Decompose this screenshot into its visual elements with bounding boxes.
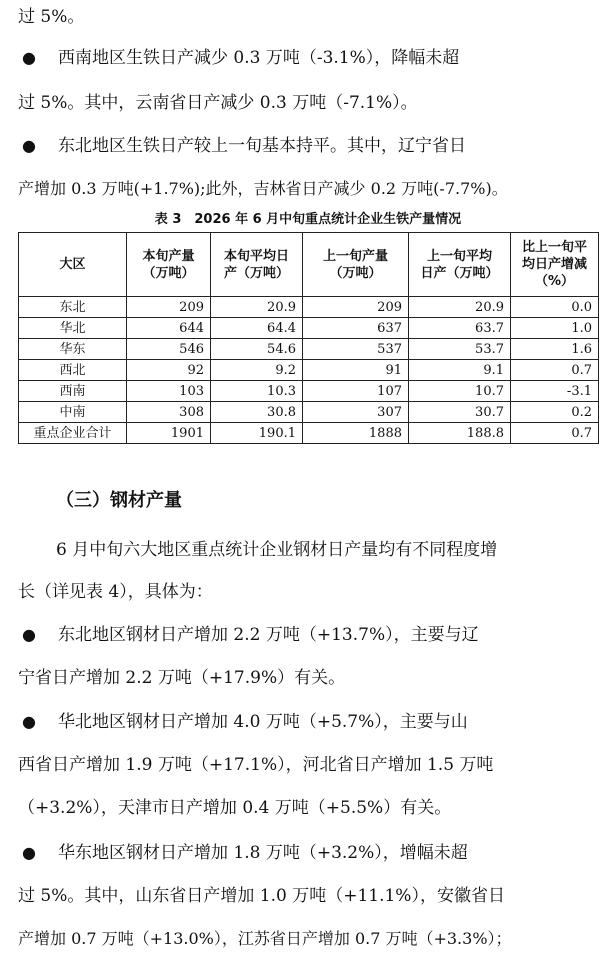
paragraph-line: 长（详见表 4），具体为： (18, 582, 213, 602)
cell-previous-output: 537 (303, 339, 409, 360)
cell-region: 西北 (19, 360, 127, 381)
header-region: 大区 (19, 233, 127, 297)
cell-change-percent: 0.2 (511, 402, 599, 423)
cell-current-daily-avg: 30.8 (211, 402, 303, 423)
paragraph-line: 6 月中旬六大地区重点统计企业钢材日产量均有不同程度增 (56, 540, 498, 560)
cell-region: 东北 (19, 297, 127, 318)
paragraph-line: 产增加 0.7 万吨（+13.0%），江苏省日产增加 0.7 万吨（+3.3%）； (18, 929, 512, 948)
cell-previous-output: 307 (303, 402, 409, 423)
cell-region: 华东 (19, 339, 127, 360)
cell-previous-output: 209 (303, 297, 409, 318)
header-current-output: 本旬产量 （万吨） (127, 233, 211, 297)
table-row (19, 318, 599, 339)
cell-current-daily-avg: 54.6 (211, 339, 303, 360)
table-caption: 表 3 2026 年 6 月中旬重点统计企业生铁产量情况 (154, 212, 462, 227)
cell-region: 西南 (19, 381, 127, 402)
header-change-percent: 比上一旬平 均日产增减 （%） (511, 233, 599, 297)
cell-region: 华北 (19, 318, 127, 339)
cell-change-percent: 0.7 (511, 423, 599, 444)
paragraph-line: 产增加 0.3 万吨(+1.7%);此外，吉林省日产减少 0.2 万吨(-7.7%)。 (18, 179, 508, 198)
table-row-total (19, 423, 599, 444)
cell-current-output: 308 (127, 402, 211, 423)
section-heading: （三）钢材产量 (56, 490, 182, 511)
paragraph-line: 东北地区生铁日产较上一旬基本持平。其中，辽宁省日 (58, 136, 466, 156)
paragraph-line: 过 5%。其中，云南省日产减少 0.3 万吨（-7.1%）。 (18, 93, 418, 113)
bullet-icon: ● (22, 48, 36, 67)
cell-previous-daily-avg: 30.7 (409, 402, 511, 423)
cell-previous-daily-avg: 20.9 (409, 297, 511, 318)
table-row (19, 360, 599, 381)
cell-current-output: 644 (127, 318, 211, 339)
table-row (19, 381, 599, 402)
cell-current-output: 546 (127, 339, 211, 360)
cell-current-daily-avg: 9.2 (211, 360, 303, 381)
paragraph-line: 过 5%。其中，山东省日产增加 1.0 万吨（+11.1%），安徽省日 (18, 886, 505, 906)
paragraph-line: 宁省日产增加 2.2 万吨（+17.9%）有关。 (18, 668, 346, 688)
cell-previous-daily-avg: 53.7 (409, 339, 511, 360)
cell-change-percent: 0.0 (511, 297, 599, 318)
cell-current-output: 209 (127, 297, 211, 318)
cell-previous-output: 91 (303, 360, 409, 381)
bullet-icon: ● (22, 843, 36, 862)
cell-current-output: 1901 (127, 423, 211, 444)
cell-previous-daily-avg: 63.7 (409, 318, 511, 339)
paragraph-line: 西省日产增加 1.9 万吨（+17.1%），河北省日产增加 1.5 万吨 (18, 755, 494, 775)
cell-current-daily-avg: 10.3 (211, 381, 303, 402)
cell-current-daily-avg: 190.1 (211, 423, 303, 444)
cell-previous-daily-avg: 9.1 (409, 360, 511, 381)
cell-current-output: 92 (127, 360, 211, 381)
cell-current-daily-avg: 64.4 (211, 318, 303, 339)
cell-previous-output: 637 (303, 318, 409, 339)
bullet-icon: ● (22, 625, 36, 644)
cell-previous-daily-avg: 10.7 (409, 381, 511, 402)
table-row (19, 297, 599, 318)
paragraph-line: 华东地区钢材日产增加 1.8 万吨（+3.2%），增幅未超 (58, 843, 468, 863)
paragraph-line: 华北地区钢材日产增加 4.0 万吨（+5.7%），主要与山 (58, 712, 468, 732)
cell-change-percent: 0.7 (511, 360, 599, 381)
bullet-icon: ● (22, 136, 36, 155)
header-previous-daily-avg: 上一旬平均 日产（万吨） (409, 233, 511, 297)
cell-current-daily-avg: 20.9 (211, 297, 303, 318)
cell-previous-daily-avg: 188.8 (409, 423, 511, 444)
table-header-row (19, 233, 599, 297)
cell-change-percent: 1.6 (511, 339, 599, 360)
cell-region: 重点企业合计 (19, 423, 127, 444)
table-row (19, 339, 599, 360)
paragraph-line: 西南地区生铁日产减少 0.3 万吨（-3.1%），降幅未超 (58, 48, 460, 68)
cell-previous-output: 1888 (303, 423, 409, 444)
cell-previous-output: 107 (303, 381, 409, 402)
paragraph-line: （+3.2%），天津市日产增加 0.4 万吨（+5.5%）有关。 (18, 798, 452, 818)
paragraph-line: 东北地区钢材日产增加 2.2 万吨（+13.7%），主要与辽 (58, 625, 479, 645)
cell-current-output: 103 (127, 381, 211, 402)
pig-iron-output-table (18, 232, 599, 444)
table-row (19, 402, 599, 423)
cell-region: 中南 (19, 402, 127, 423)
header-current-daily-avg: 本旬平均日 产（万吨） (211, 233, 303, 297)
cell-change-percent: -3.1 (511, 381, 599, 402)
bullet-icon: ● (22, 712, 36, 731)
paragraph-line: 过 5%。 (18, 7, 85, 27)
header-previous-output: 上一旬产量 （万吨） (303, 233, 409, 297)
cell-change-percent: 1.0 (511, 318, 599, 339)
